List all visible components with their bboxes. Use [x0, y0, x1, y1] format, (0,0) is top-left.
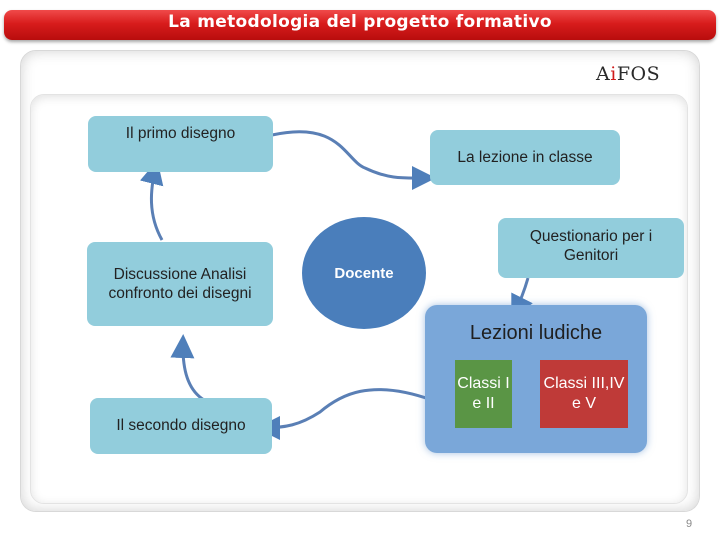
page-title: La metodologia del progetto formativo	[168, 12, 552, 32]
node-secondo-disegno: Il secondo disegno	[90, 398, 272, 454]
aifos-logo: AiFOS	[596, 63, 661, 85]
arrow-secondo-to-discussione	[183, 340, 204, 400]
arrow-lezioni-to-secondo	[262, 390, 432, 428]
node-primo-disegno: Il primo disegno	[88, 116, 273, 172]
node-lezione-classe: La lezione in classe	[430, 130, 620, 185]
node-questionario: Questionario per i Genitori	[498, 218, 684, 278]
arrow-discussione-to-primo	[151, 166, 162, 240]
lezioni-ludiche-title: Lezioni ludiche	[469, 322, 603, 344]
page-number: 9	[686, 518, 693, 530]
arrow-primo-to-lezione	[272, 132, 430, 178]
node-discussione: Discussione Analisi confronto dei disegni	[87, 242, 273, 326]
classi-3-4-5-box: Classi III,IV e V	[540, 360, 628, 428]
classi-1-2-box: Classi I e II	[455, 360, 512, 428]
node-docente: Docente	[302, 217, 426, 329]
